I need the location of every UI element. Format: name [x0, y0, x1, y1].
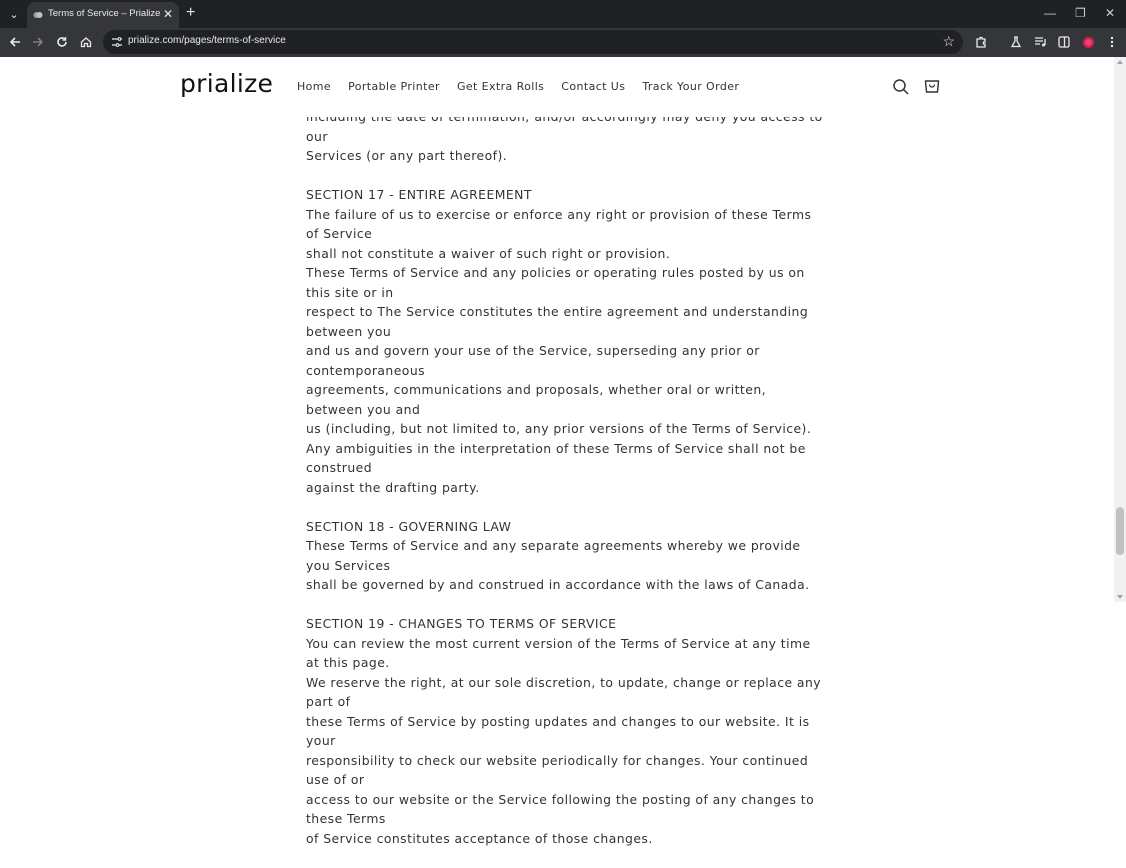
- site-info-icon[interactable]: [110, 35, 124, 49]
- section-heading: SECTION 17 - ENTIRE AGREEMENT: [306, 187, 532, 202]
- text-line: These Terms of Service and any policies or operating rules posted by us on this site or in: [306, 265, 805, 300]
- text-line: us (including, but not limited to, any prior versions of the Terms of Service).: [306, 421, 812, 436]
- section-heading: SECTION 18 - GOVERNING LAW: [306, 518, 512, 534]
- text-line: These Terms of Service and any separate agreements whereby we provide you Services: [306, 538, 801, 573]
- site-logo[interactable]: prialize: [180, 69, 274, 98]
- nav-item-track-your-order[interactable]: Track Your Order: [642, 80, 740, 93]
- cart-icon[interactable]: [923, 78, 941, 96]
- terms-content: [306, 107, 826, 868]
- side-panel-icon: [1058, 36, 1070, 48]
- text-line: You can review the most current version of the Terms of Service at any time at this page.: [306, 635, 811, 670]
- text-line: responsibility to check our website periodically for changes. Your continued use of or: [306, 752, 809, 787]
- bookmark-star-icon[interactable]: ☆: [942, 33, 955, 49]
- puzzle-icon: [975, 36, 988, 49]
- text-line: The failure of us to exercise or enforce any right or provision of these Terms of Service: [306, 206, 812, 241]
- text-line: shall be governed by and construed in accordance with the laws of Canada.: [306, 577, 810, 592]
- reload-button[interactable]: [53, 33, 71, 51]
- text-line: Services (or any part thereof).: [306, 148, 508, 163]
- queue-music-icon: [1034, 36, 1047, 48]
- text-line: against the drafting party.: [306, 479, 480, 495]
- extensions-button[interactable]: [972, 33, 990, 51]
- active-tab[interactable]: [27, 2, 179, 28]
- home-icon: [80, 36, 92, 48]
- profile-avatar-icon: [1082, 36, 1095, 49]
- browser-tab-bar: [0, 0, 1126, 28]
- scroll-up-arrow-icon[interactable]: [1117, 60, 1123, 64]
- restore-button[interactable]: ❐: [1075, 6, 1086, 20]
- text-line: of Service constitutes acceptance of those changes.: [306, 830, 653, 846]
- tab-title: Terms of Service – Prialize: [48, 8, 161, 19]
- nav-item-home[interactable]: Home: [297, 80, 332, 93]
- page-scrollbar[interactable]: [1114, 57, 1126, 602]
- new-tab-button[interactable]: +: [186, 4, 196, 21]
- text-line: and us and govern your use of the Service, superseding any prior or contemporaneous: [306, 343, 760, 378]
- media-controls-button[interactable]: [1031, 33, 1049, 51]
- address-bar[interactable]: [103, 30, 963, 54]
- section-heading: SECTION 19 - CHANGES TO TERMS OF SERVICE: [306, 616, 617, 631]
- minimize-button[interactable]: —: [1044, 6, 1056, 20]
- nav-item-get-extra-rolls[interactable]: Get Extra Rolls: [456, 80, 545, 93]
- text-line: We reserve the right, at our sole discretion, to update, change or replace any part of: [306, 674, 822, 709]
- scroll-down-arrow-icon[interactable]: [1117, 595, 1123, 599]
- text-line: shall not constitute a waiver of such right or provision.: [306, 245, 671, 261]
- reload-icon: [56, 36, 68, 48]
- web-page: [0, 57, 1114, 846]
- text-line: access to our website or the Service following the posting of any changes to these Terms: [306, 791, 815, 826]
- browser-menu-button[interactable]: [1103, 33, 1121, 51]
- home-button[interactable]: [77, 33, 95, 51]
- section-17: [306, 185, 826, 497]
- url-text[interactable]: prialize.com/pages/terms-of-service: [128, 35, 286, 46]
- tab-search-button[interactable]: ⌄: [9, 8, 19, 21]
- text-line: Any ambiguities in the interpretation of these Terms of Service shall not be construed: [306, 440, 806, 475]
- site-header: [0, 57, 1114, 117]
- scroll-thumb[interactable]: [1116, 507, 1124, 555]
- forward-button[interactable]: [29, 33, 47, 51]
- back-arrow-icon: [9, 36, 21, 48]
- tab-close-icon[interactable]: ✕: [163, 7, 174, 21]
- text-line: respect to The Service constitutes the entire agreement and understanding between you: [306, 304, 809, 339]
- section-19: [306, 614, 826, 848]
- browser-toolbar: [0, 28, 1126, 57]
- profile-avatar-button[interactable]: [1079, 33, 1097, 51]
- flask-icon: [1010, 36, 1022, 48]
- search-icon[interactable]: [892, 78, 910, 96]
- labs-button[interactable]: [1007, 33, 1025, 51]
- text-line: our: [306, 128, 328, 144]
- back-button[interactable]: [6, 33, 24, 51]
- forward-arrow-icon: [32, 36, 44, 48]
- text-line: agreements, communications and proposals, whether oral or written, between you and: [306, 382, 767, 417]
- main-nav: [297, 80, 756, 93]
- close-window-button[interactable]: ✕: [1105, 6, 1116, 20]
- side-panel-button[interactable]: [1055, 33, 1073, 51]
- more-vert-icon: [1110, 36, 1114, 48]
- prialize-favicon-icon: [33, 10, 43, 20]
- nav-item-portable-printer[interactable]: Portable Printer: [348, 80, 440, 93]
- section-18: [306, 517, 826, 595]
- text-line: these Terms of Service by posting updates and changes to our website. It is your: [306, 713, 810, 748]
- nav-item-contact-us[interactable]: Contact Us: [561, 80, 626, 93]
